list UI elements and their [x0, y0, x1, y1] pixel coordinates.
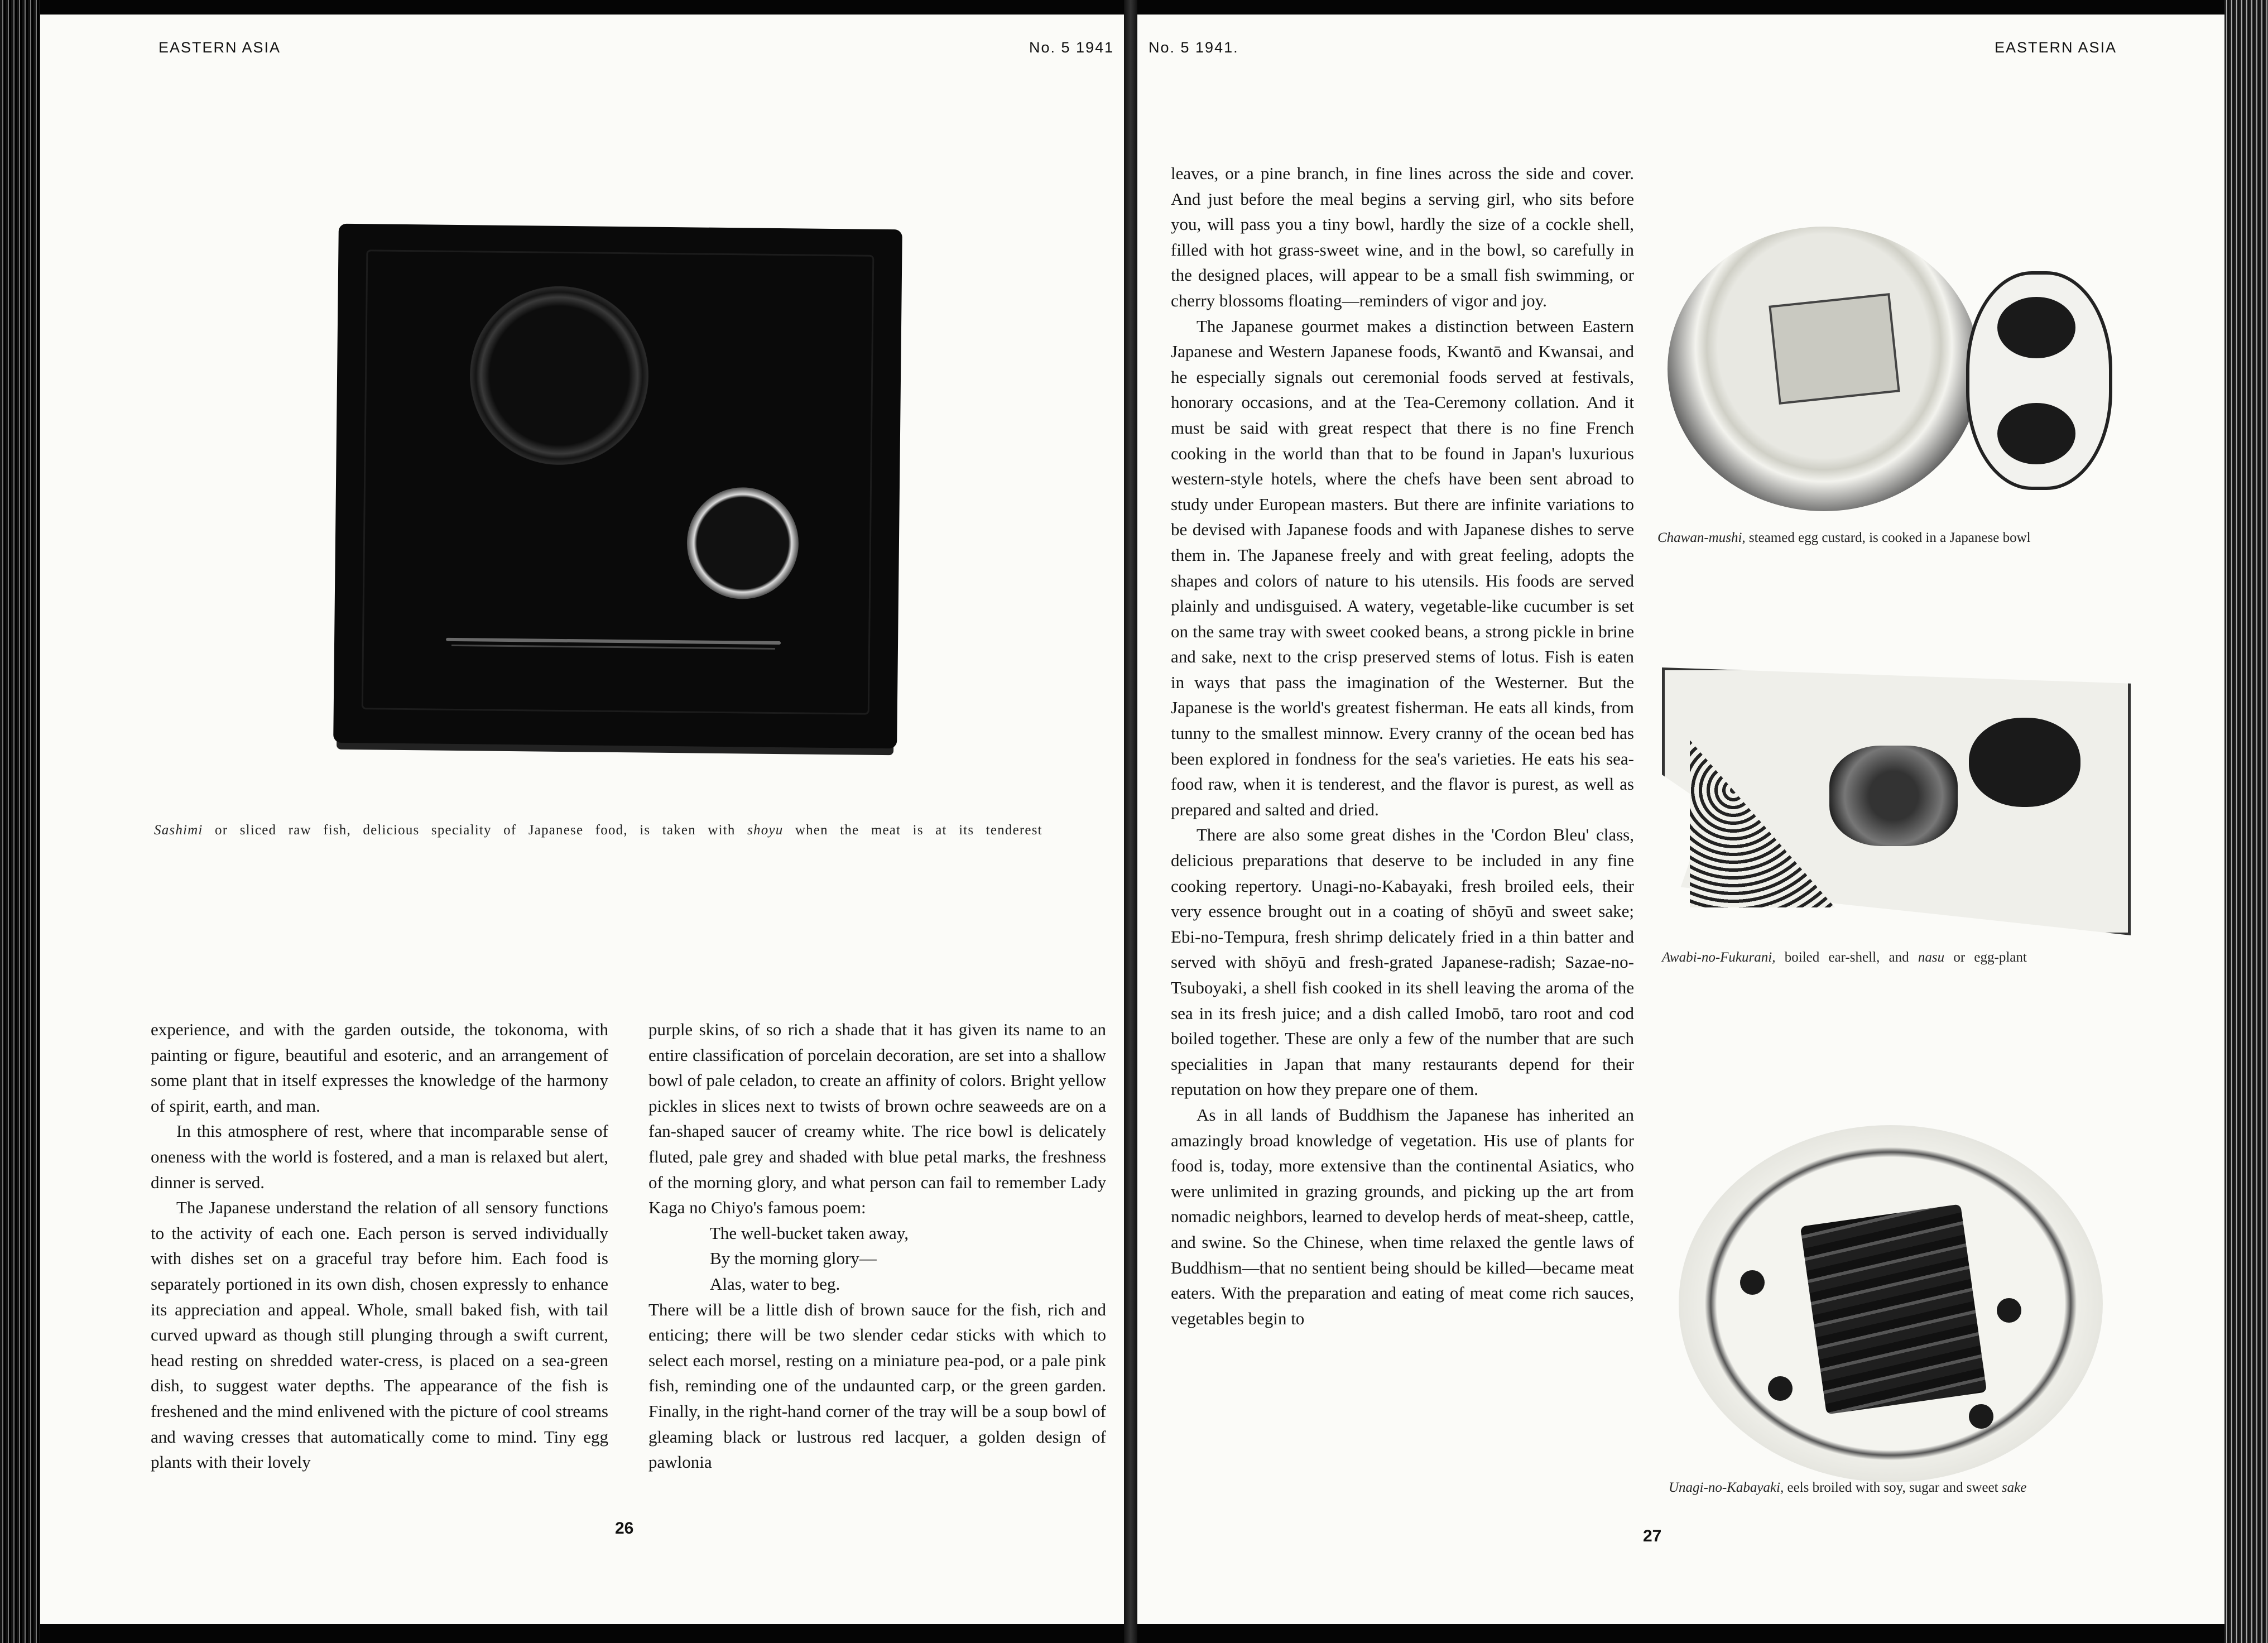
paragraph: purple skins, of so rich a shade that it has given its name to an entire classification of porcelain decoration, are set into a shallow bowl of pale celadon, to create an affinity of colors. Bright yellow pickles in slices next to twists of brown ochre seaweeds are on a fan-shaped saucer of creamy white. The rice bowl is delicately fluted, pale grey and shaded with blue petal marks, the freshness of the morning glory, and what person can fail to remember Lady Kaga no Chiyo's famous poem:	[648, 1020, 1106, 1218]
issue-left: No. 5 1941	[1029, 39, 1114, 56]
left-page	[40, 15, 1124, 1624]
photo-caption-sashimi: Sashimi or sliced raw fish, delicious speciality of Japanese food, is taken with shoyu when the meat is at its tenderest	[154, 823, 1042, 838]
paragraph: In this atmosphere of rest, where that incomparable sense of oneness with the world is fostered, and a man is relaxed but alert, dinner is served.	[151, 1121, 608, 1192]
sashimi-tray-photo	[333, 224, 902, 749]
paragraph: There are also some great dishes in the 'Cordon Bleu' class, delicious preparations that deserve to be included in any fine cooking repertory. Unagi-no-Kabayaki, fresh broiled eels, their very essence brought out in a coating of shōyū and sweet sake; Ebi-no-Tempura, fresh shrimp delicately fried in a thin batter and served with shōyū and fresh-grated Japanese-radish; Sazae-no-Tsuboyaki, a shell fish cooked in its shell leaving the aroma of the sea in its fresh juice; and a dish called Imobō, taro root and cod boiled together. These are only a few of the number that are such specialities in Japan that many restaurants depend for their reputation on how they prepare one of them.	[1171, 825, 1634, 1099]
paragraph: There will be a little dish of brown sauce for the fish, rich and enticing; there will be two slender cedar sticks with which to select each morsel, resting on a miniature pea-pod, or a pale pink fish, reminding one of the undaunted carp, or the green garden. Finally, in the right-hand corner of the tray will be a soup bowl of gleaming black or lustrous red lacquer, a golden design of pawlonia	[648, 1299, 1106, 1472]
paragraph: As in all lands of Buddhism the Japanese has inherited an amazingly broad knowledge of vegetation. His use of plants for food is, today, more extensive than the continental Asiatics, who were unlimited in grazing grounds, and picking up the art from nomadic neighbors, learned to develop herds of meat-sheep, cattle, and swine. So the Chinese, when time relaxed the gentle laws of Buddhism—that no sentient being should be killed—became meat eaters. With the preparation and eating of meat come rich sauces, vegetables begin to	[1171, 1104, 1634, 1328]
egg-plant	[1969, 718, 2080, 807]
caption-awabi: Awabi-no-Fukurani, boiled ear-shell, and nasu or egg-plant	[1662, 950, 2027, 965]
right-page	[1137, 15, 2224, 1624]
poem-line: Alas, water to beg.	[710, 1274, 840, 1294]
sauce-dish	[686, 487, 799, 599]
left-column-1	[151, 1017, 608, 1475]
caption-chawan-mushi: Chawan-mushi, steamed egg custard, is cooked in a Japanese bowl	[1657, 530, 2031, 545]
running-head-left: EASTERN ASIA	[158, 39, 281, 56]
left-column-2	[648, 1017, 1106, 1475]
poem-line: The well-bucket taken away,	[710, 1223, 909, 1243]
page-number-left: 26	[615, 1519, 634, 1538]
page-number-right: 27	[1643, 1527, 1662, 1545]
caption-unagi: Unagi-no-Kabayaki, eels broiled with soy, sugar and sweet sake	[1669, 1480, 2027, 1495]
poem-line: By the morning glory—	[710, 1248, 877, 1269]
right-column	[1171, 161, 1634, 1331]
binding-gutter	[1124, 0, 1137, 1643]
page-edge-right	[2224, 0, 2268, 1643]
poem	[710, 1221, 1106, 1297]
paragraph: The Japanese understand the relation of all sensory functions to the activity of each one. Each person is served individually with dishes set on a graceful tray before him. Each food is separately portioned in its own dish, chosen expressly to enhance its appreciation and appeal. Whole, small baked fish, with tail curved upward as though still plunging through a swift current, head resting on shredded water-cress, is placed on a sea-green dish, to suggest water depths. The appearance of the fish is freshened and the mind enlivened with the picture of cool streams and waving cresses that automatically come to mind. Tiny egg plants with their lovely	[151, 1198, 608, 1472]
paragraph: The Japanese gourmet makes a distinction between Eastern Japanese and Western Japanese foods, Kwantō and Kwansai, and he especially signals out ceremonial foods served at festivals, honorary occasions, and at the Tea-Ceremony collation. And it must be said with great respect that there is no fine French cooking in the world than that to be found in Japan's luxurious western-style hotels, where the chefs have been sent abroad to study under European masters. But there are infinite variations to be devised with Japanese foods and with Japanese dishes to serve them in. The Japanese freely and with great feeling, adopts the shapes and colors of nature to his utensils. His foods are served plainly and undisguised. A watery, vegetable-like cucumber is set on the same tray with sweet cooked beans, a strong pickle in brine and sake, next to the crisp preserved stems of lotus. Fish is eaten in ways that pass the imagination of the Westerner. But the Japanese is the world's greatest fisherman. He eats all kinds, from tunny to the smallest minnow. Every cranny of the ocean bed has been explored in fondness for the sea's varieties. He eats his sea-food raw, when it is tenderest, and the flavor is purest, as well as prepared and salted and dried.	[1171, 316, 1634, 819]
running-head-right: EASTERN ASIA	[1995, 39, 2117, 56]
unagi-photo	[1656, 1114, 2136, 1493]
page-edge-left	[0, 0, 40, 1643]
paragraph: experience, and with the garden outside, the tokonoma, with painting or figure, beautiful and esoteric, and an arrangement of some plant that in itself expresses the knowledge of the harmony of spirit, earth, and man.	[151, 1020, 608, 1116]
paragraph: leaves, or a pine branch, in fine lines across the side and cover. And just before the meal begins a serving girl, who sits before you, will pass you a tiny bowl, hardly the size of a cockle shell, filled with hot grass-sweet wine, and in the bowl, so carefully in the designed places, will appear to be a small fish swimming, or cherry blossoms floating—reminders of vigor and joy.	[1171, 164, 1634, 310]
awabi-photo	[1656, 656, 2136, 947]
issue-right: No. 5 1941.	[1149, 39, 1239, 56]
chawan-mushi-photo	[1651, 215, 2142, 522]
